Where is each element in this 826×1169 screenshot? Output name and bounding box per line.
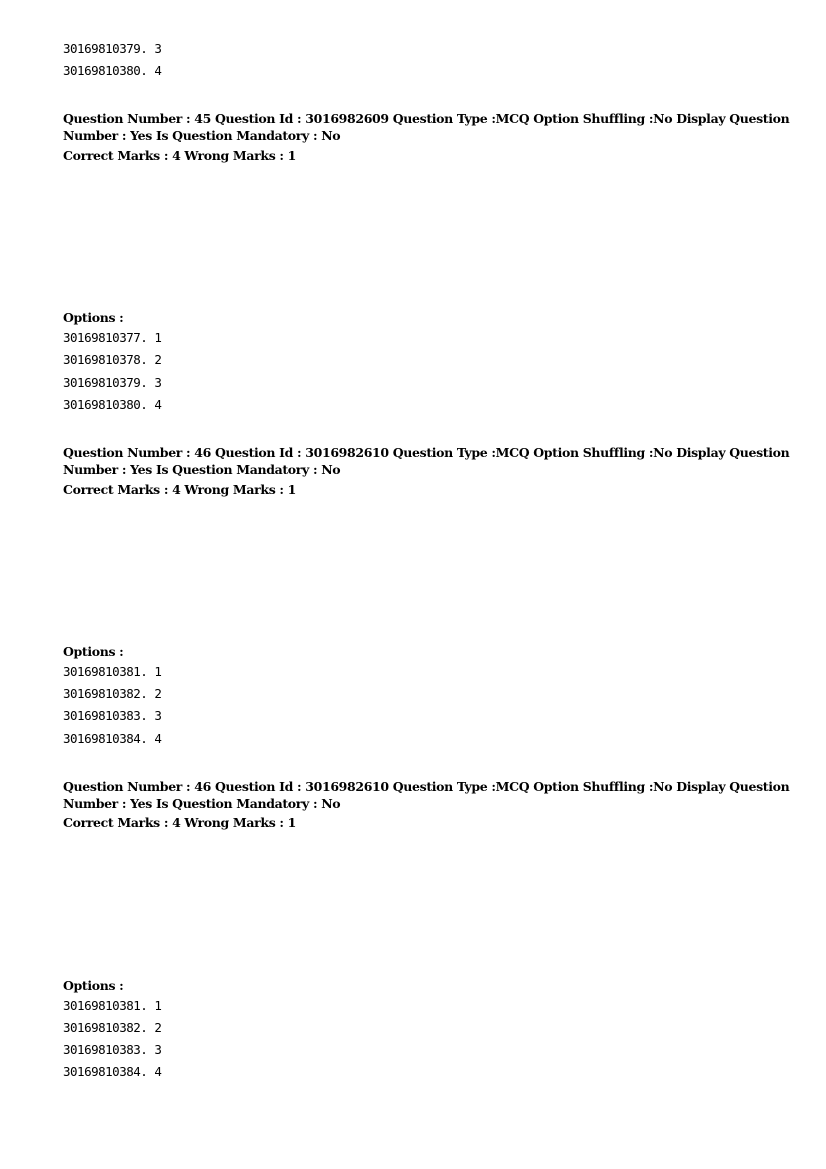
option-value: 4 bbox=[154, 731, 162, 746]
option-line bbox=[63, 686, 161, 702]
option-id: 30169810379 bbox=[63, 41, 141, 56]
option-separator: . bbox=[140, 63, 155, 78]
option-line bbox=[63, 1064, 161, 1080]
option-separator: . bbox=[140, 352, 155, 367]
option-id: 30169810384 bbox=[63, 731, 141, 746]
question-header-line: Number : Yes Is Question Mandatory : No bbox=[63, 128, 341, 143]
question-header-part: Question Number : 46 Question Id : 3016982610 Question Type : bbox=[63, 779, 496, 794]
question-header-part: No Display Question bbox=[653, 111, 790, 126]
question-header bbox=[63, 778, 790, 812]
option-line bbox=[63, 41, 161, 57]
question-header-part: MCQ Option Shuffling : bbox=[495, 445, 654, 460]
option-line bbox=[63, 998, 161, 1014]
question-header bbox=[63, 110, 790, 144]
option-line bbox=[63, 330, 161, 346]
option-id: 30169810380 bbox=[63, 397, 141, 412]
option-value: 3 bbox=[154, 41, 162, 56]
option-value: 2 bbox=[154, 686, 162, 701]
option-value: 1 bbox=[154, 998, 162, 1013]
option-value: 3 bbox=[154, 1042, 162, 1057]
question-header-line bbox=[63, 110, 790, 127]
option-separator: . bbox=[140, 1042, 155, 1057]
option-separator: . bbox=[140, 41, 155, 56]
question-marks: Correct Marks : 4 Wrong Marks : 1 bbox=[63, 815, 296, 830]
question-header-part: No Display Question bbox=[653, 445, 790, 460]
option-id: 30169810377 bbox=[63, 330, 141, 345]
option-value: 4 bbox=[154, 63, 162, 78]
option-separator: . bbox=[140, 998, 155, 1013]
question-header-line: Number : Yes Is Question Mandatory : No bbox=[63, 796, 341, 811]
question-header-part: MCQ Option Shuffling : bbox=[495, 111, 654, 126]
option-value: 2 bbox=[154, 1020, 162, 1035]
question-header-part: MCQ Option Shuffling : bbox=[495, 779, 654, 794]
question-marks: Correct Marks : 4 Wrong Marks : 1 bbox=[63, 148, 296, 163]
option-line bbox=[63, 397, 161, 413]
option-value: 3 bbox=[154, 708, 162, 723]
option-id: 30169810378 bbox=[63, 352, 141, 367]
question-header-part: Question Number : 45 Question Id : 3016982609 Question Type : bbox=[63, 111, 496, 126]
option-line bbox=[63, 375, 161, 391]
option-id: 30169810382 bbox=[63, 686, 141, 701]
option-id: 30169810380 bbox=[63, 63, 141, 78]
option-separator: . bbox=[140, 731, 155, 746]
option-id: 30169810379 bbox=[63, 375, 141, 390]
option-id: 30169810381 bbox=[63, 998, 141, 1013]
question-header-line bbox=[63, 444, 790, 461]
options-label: Options : bbox=[63, 310, 124, 325]
option-line bbox=[63, 352, 161, 368]
option-separator: . bbox=[140, 1064, 155, 1079]
option-value: 4 bbox=[154, 397, 162, 412]
option-id: 30169810383 bbox=[63, 708, 141, 723]
option-separator: . bbox=[140, 664, 155, 679]
option-separator: . bbox=[140, 330, 155, 345]
option-line bbox=[63, 1042, 161, 1058]
option-value: 1 bbox=[154, 664, 162, 679]
option-line bbox=[63, 708, 161, 724]
option-line bbox=[63, 63, 161, 79]
option-id: 30169810382 bbox=[63, 1020, 141, 1035]
question-header-part: Question Number : 46 Question Id : 3016982610 Question Type : bbox=[63, 445, 496, 460]
option-id: 30169810383 bbox=[63, 1042, 141, 1057]
question-header-part: No Display Question bbox=[653, 779, 790, 794]
question-header-line: Number : Yes Is Question Mandatory : No bbox=[63, 462, 341, 477]
option-separator: . bbox=[140, 397, 155, 412]
options-label: Options : bbox=[63, 978, 124, 993]
option-id: 30169810384 bbox=[63, 1064, 141, 1079]
option-line bbox=[63, 1020, 161, 1036]
option-separator: . bbox=[140, 375, 155, 390]
option-line bbox=[63, 664, 161, 680]
option-id: 30169810381 bbox=[63, 664, 141, 679]
option-value: 3 bbox=[154, 375, 162, 390]
options-label: Options : bbox=[63, 644, 124, 659]
question-header-line bbox=[63, 778, 790, 795]
option-separator: . bbox=[140, 686, 155, 701]
option-separator: . bbox=[140, 1020, 155, 1035]
option-value: 4 bbox=[154, 1064, 162, 1079]
option-value: 2 bbox=[154, 352, 162, 367]
option-line bbox=[63, 731, 161, 747]
question-header bbox=[63, 444, 790, 478]
option-separator: . bbox=[140, 708, 155, 723]
question-marks: Correct Marks : 4 Wrong Marks : 1 bbox=[63, 482, 296, 497]
option-value: 1 bbox=[154, 330, 162, 345]
